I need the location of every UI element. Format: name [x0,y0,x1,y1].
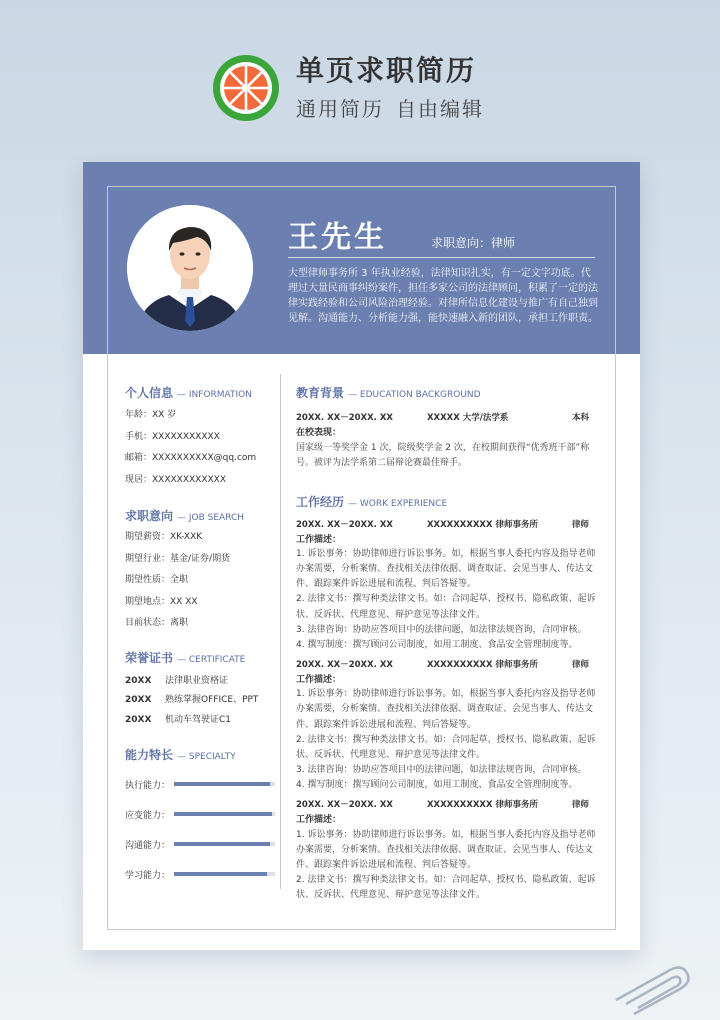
work-description-label: 工作描述： [296,674,342,685]
work-role: 律师 [572,519,590,530]
work-duty: 1. 诉讼事务：协助律师进行诉讼事务。如，根据当事人委托内容及指导老师办案需要，分析案情、查找相关法律依据、调查取证、会见当事人、传达文件、跟踪案件诉讼进展和流程、判后答疑等。 [296,689,596,730]
certificate-year: 20XX [125,675,152,686]
section-title-cn: 教育背景 [296,386,345,400]
skill-label: 学习能力： [125,870,171,881]
skill-row [125,829,275,859]
work-company: XXXXXXXXXX 律师事务所 [427,659,538,670]
work-duty: 2. 法律文书：撰写种类法律文书。如：合同起草、授权书、隐私政策、起诉状、反诉状、代理意见、辩护意见等法律文件。 [296,594,596,620]
work-job [296,518,596,653]
skill-bar-fill [174,842,270,846]
section-title-en: — CERTIFICATE [177,654,246,665]
work-role: 律师 [572,659,590,670]
job-type: 期望性质：全职 [125,575,189,585]
education-school: XXXXX 大学/法学系 [427,413,509,423]
certificate-name: 机动车驾驶证C1 [165,714,232,725]
certificate-name: 法律职业资格证 [165,675,229,686]
skill-bar-fill [174,872,267,876]
skill-bar [174,842,275,846]
education-performance-label: 在校表现： [296,428,342,438]
education-date: 20XX. XX－20XX. XX [296,413,393,423]
work-date: 20XX. XX－20XX. XX [296,659,393,670]
work-description-label: 工作描述： [296,815,342,825]
skill-label: 沟通能力： [125,840,171,851]
avatar [127,205,253,331]
section-title-cn: 能力特长 [125,748,174,762]
skill-bar-fill [174,782,270,786]
certificate-year: 20XX [125,714,152,725]
job-salary: 期望薪资：XK-XXK [125,532,203,542]
left-column [125,384,275,889]
education-row [296,411,596,426]
work-row [296,798,596,813]
job-industry: 期望行业：基金/证券/期货 [125,553,231,564]
brand-header [210,52,496,124]
work-duty: 3. 法律咨询：协助应答项目中的法律问题，如法律法规咨询，合同审核。 [296,764,587,775]
certificate-year: 20XX [125,695,152,705]
section-title-cn: 荣誉证书 [125,650,174,665]
skill-bar-fill [174,812,272,816]
section-title-cn: 工作经历 [296,494,345,509]
section-title-en: — INFORMATION [177,390,252,400]
work-description-label: 工作描述： [296,534,342,545]
skill-bar [174,812,275,816]
work-row [296,658,596,673]
work-row [296,518,596,533]
job-status: 目前状态：离职 [125,618,189,628]
work-duty: 1. 诉讼事务：协助律师进行诉讼事务。如，根据当事人委托内容及指导老师办案需要，分析案情、查找相关法律依据、调查取证、会见当事人、传达文件、跟踪案件诉讼进展和流程、判后答疑等。 [296,829,596,870]
section-title-cn: 求职意向 [125,509,174,523]
work-duty: 4. 撰写制度：撰写顾问公司制度，如用工制度、食品安全管理制度等。 [296,639,578,650]
section-title-en: — JOB SEARCH [177,513,245,523]
section-title-work [296,493,596,510]
section-title-cn: 个人信息 [125,386,174,400]
section-title-en: — WORK EXPERIENCE [348,498,448,509]
brand-subtitle-2: 自由编辑 [396,97,484,121]
education-degree: 本科 [572,413,590,423]
work-duty: 3. 法律咨询：协助应答项目中的法律问题，如法律法规咨询，合同审核。 [296,624,587,635]
skill-row [125,769,275,799]
skill-bar [174,782,275,786]
brand-subtitle [296,94,496,124]
brand-subtitle-1: 通用简历 [296,97,384,121]
column-divider [280,374,281,889]
section-title-specialty [125,746,275,763]
skill-label: 执行能力： [125,780,171,791]
work-duty: 2. 法律文书：撰写种类法律文书。如：合同起草、授权书、隐私政策、起诉状、反诉状、代理意见、辩护意见等法律文件。 [296,874,596,900]
certificate-item [125,672,275,692]
work-duty: 1. 诉讼事务：协助律师进行诉讼事务。如，根据当事人委托内容及指导老师办案需要，分析案情、查找相关法律依据、调查取证、会见当事人、传达文件、跟踪案件诉讼进展和流程、判后答疑等。 [296,549,596,590]
info-phone: 手机：XXXXXXXXXXX [125,431,220,442]
section-title-information [125,384,275,401]
job-intent: 求职意向：律师 [431,236,516,250]
resume-paper [83,162,640,950]
skill-row [125,859,275,889]
section-title-en: — SPECIALTY [177,752,236,762]
job-location: 期望地点：XX XX [125,596,198,607]
work-date: 20XX. XX－20XX. XX [296,519,393,530]
work-company: XXXXXXXXXX 律师事务所 [427,519,538,530]
section-title-certificate [125,649,275,666]
info-email: 邮箱：XXXXXXXXXX@qq.com [125,453,257,463]
work-company: XXXXXXXXXX 律师事务所 [427,800,538,810]
education-performance: 国家级一等奖学金 1 次，院级奖学金 2 次，在校期间获得“优秀班干部”称号。被评为法学系第二届辩论赛最佳辩手。 [296,442,590,468]
section-title-job-search [125,507,275,524]
work-duty: 4. 撰写制度：撰写顾问公司制度，如用工制度、食品安全管理制度等。 [296,779,578,790]
work-duty: 2. 法律文书：撰写种类法律文书。如：合同起草、授权书、隐私政策、起诉状、反诉状、代理意见、辩护意见等法律文件。 [296,734,596,760]
work-job [296,798,596,903]
skill-bar [174,872,275,876]
candidate-name: 王先生 [288,220,387,255]
certificate-item [125,691,275,711]
work-role: 律师 [572,800,590,810]
info-age: 年龄：XX 岁 [125,410,177,420]
section-title-education [296,384,596,401]
grapefruit-logo-icon [210,52,282,124]
section-title-en: — EDUCATION BACKGROUND [348,390,481,400]
certificate-name: 熟练掌握OFFICE、PPT [165,695,259,705]
skill-row [125,799,275,829]
right-column [296,384,596,903]
paperclip-icon [608,960,698,1015]
certificate-item [125,711,275,731]
info-location: 现居：XXXXXXXXXXXX [125,474,226,485]
profile-summary: 大型律师事务所 3 年执业经验，法律知识扎实，有一定文字功底。代理过大量民商事纠纷案件，担任多家公司的法律顾问，积累了一定的法律实践经验和公司风险治理经验。对律所信息化建设与推广有自己独到见解。沟通能力、分析能力强，能快速融入新的团队，承担工作职责。 [288,268,598,324]
work-job [296,658,596,793]
work-date: 20XX. XX－20XX. XX [296,800,393,810]
header-divider [288,257,595,258]
skill-label: 应变能力： [125,810,171,821]
brand-title: 单页求职简历 [296,54,477,87]
